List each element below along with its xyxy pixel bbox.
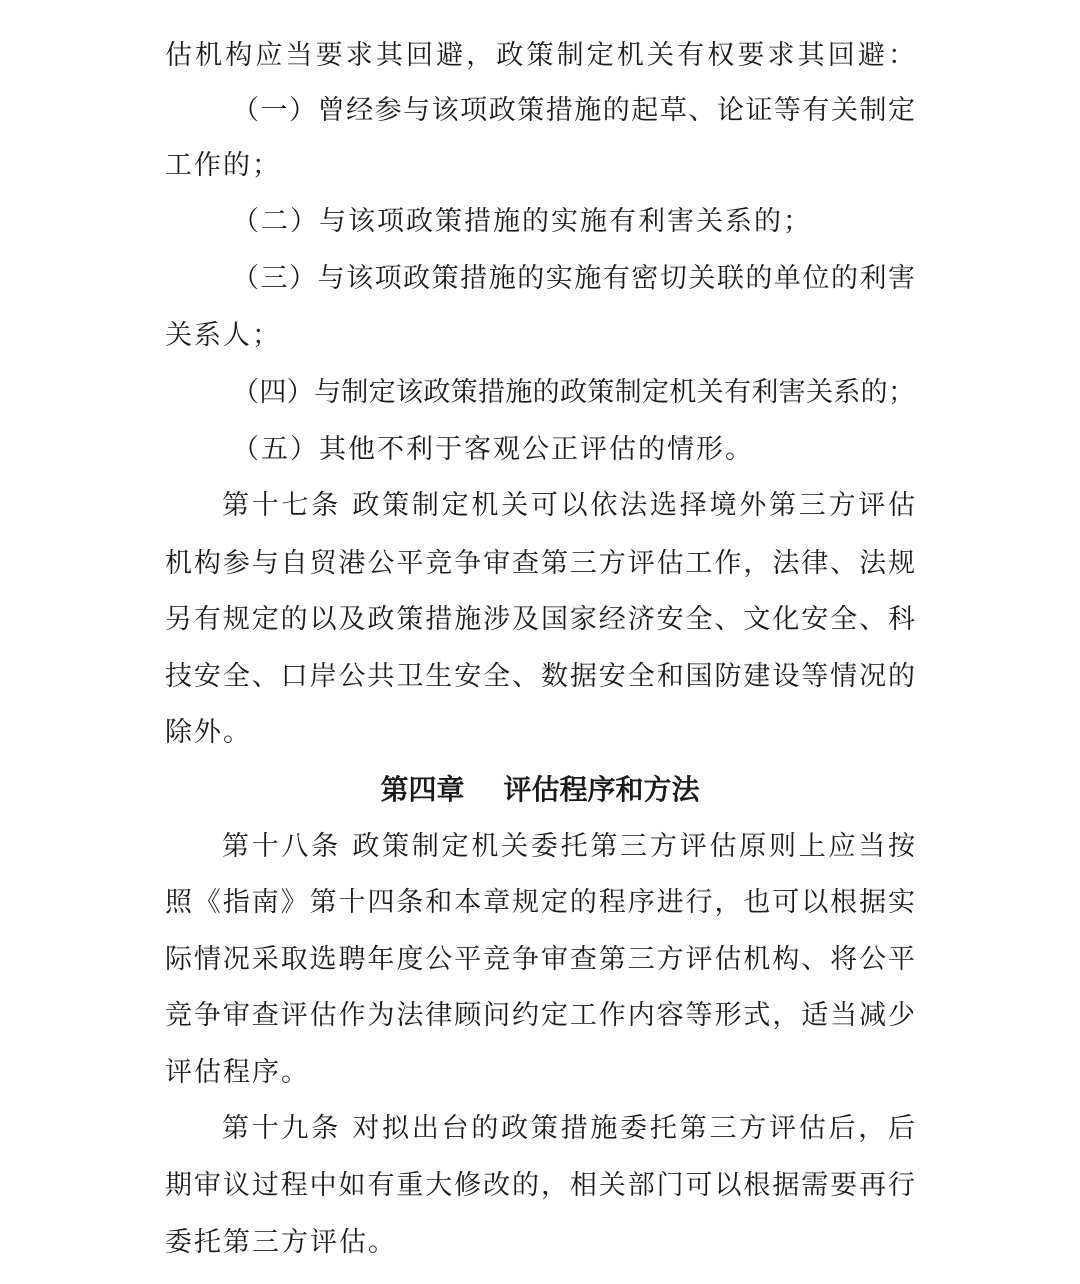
text-line-15: 照《指南》第十四条和本章规定的程序进行，也可以根据实 (165, 887, 915, 918)
text-line-9: 第十七条 政策制定机关可以依法选择境外第三方评估 (222, 490, 915, 521)
text-line-10: 机构参与自贸港公平竞争审查第三方评估工作，法律、法规 (165, 548, 915, 579)
text-line-19: 第十九条 对拟出台的政策措施委托第三方评估后，后 (222, 1113, 915, 1144)
text-line-17: 竞争审查评估作为法律顾问约定工作内容等形式，适当减少 (165, 1000, 915, 1031)
text-line-21: 委托第三方评估。 (165, 1227, 397, 1258)
text-line-12: 技安全、口岸公共卫生安全、数据安全和国防建设等情况的 (165, 661, 915, 692)
chapter-heading: 第四章 评估程序和方法 (380, 773, 700, 806)
text-line-14: 第十八条 政策制定机关委托第三方评估原则上应当按 (222, 831, 915, 862)
text-line-4: （二）与该项政策措施的实施有利害关系的； (232, 206, 812, 237)
text-line-3: 工作的； (165, 150, 281, 181)
text-line-7: （四）与制定该政策措施的政策制定机关有利害关系的； (232, 377, 915, 408)
text-line-18: 评估程序。 (165, 1057, 310, 1088)
text-line-1: 估机构应当要求其回避，政策制定机关有权要求其回避： (165, 40, 915, 71)
text-line-8: （五）其他不利于客观公正评估的情形。 (232, 434, 754, 465)
text-line-5: （三）与该项政策措施的实施有密切关联的单位的利害 (232, 263, 915, 294)
text-line-13: 除外。 (165, 717, 252, 748)
text-line-11: 另有规定的以及政策措施涉及国家经济安全、文化安全、科 (165, 604, 915, 635)
text-line-16: 际情况采取选聘年度公平竞争审查第三方评估机构、将公平 (165, 944, 915, 975)
text-line-20: 期审议过程中如有重大修改的，相关部门可以根据需要再行 (165, 1170, 915, 1201)
text-line-2: （一）曾经参与该项政策措施的起草、论证等有关制定 (232, 95, 915, 126)
text-line-6: 关系人； (165, 320, 281, 351)
